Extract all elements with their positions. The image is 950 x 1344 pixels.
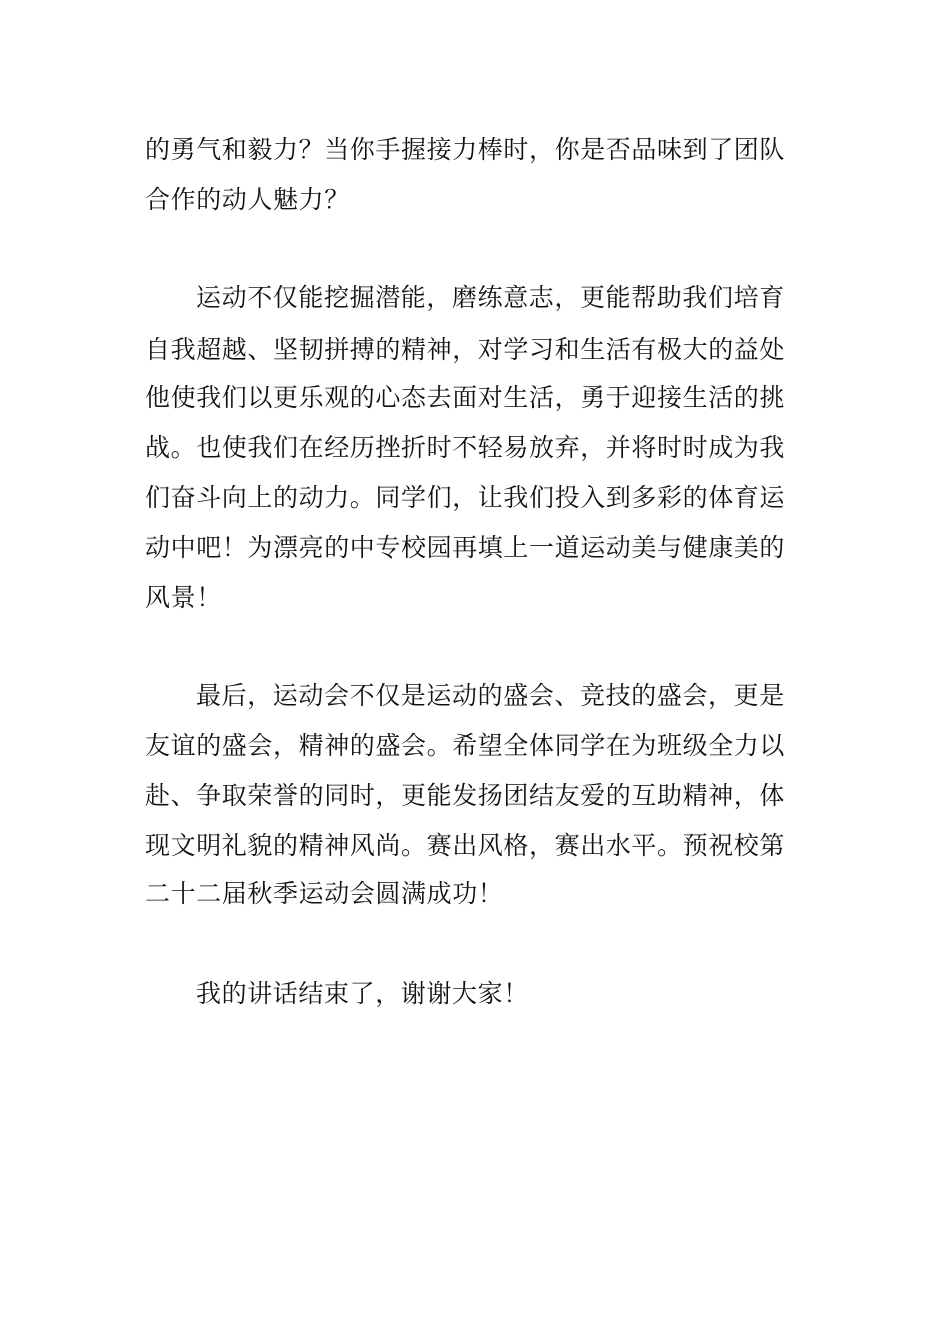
paragraph-2-line-3: 他使我们以更乐观的心态去面对生活，勇于迎接生活的挑 — [145, 383, 786, 412]
paragraph-3-line-5: 二十二届秋季运动会圆满成功！ — [145, 879, 504, 908]
paragraph-1-line-2: 合作的动人魅力？ — [145, 185, 350, 214]
paragraph-2-line-7: 风景！ — [145, 583, 222, 612]
paragraph-2-line-6: 动中吧！为漂亮的中专校园再填上一道运动美与健康美的 — [145, 533, 786, 562]
paragraph-2-line-2: 自我超越、坚韧拼搏的精神，对学习和生活有极大的益处 — [145, 335, 786, 364]
paragraph-2-line-5: 们奋斗向上的动力。同学们，让我们投入到多彩的体育运 — [145, 483, 786, 512]
paragraph-4-line-1: 我的讲话结束了，谢谢大家！ — [196, 979, 529, 1008]
paragraph-3-line-1: 最后，运动会不仅是运动的盛会、竞技的盛会，更是 — [196, 681, 785, 710]
paragraph-1-line-1: 的勇气和毅力？当你手握接力棒时，你是否品味到了团队 — [145, 135, 786, 164]
paragraph-2-line-1: 运动不仅能挖掘潜能，磨练意志，更能帮助我们培育 — [196, 283, 785, 312]
paragraph-3-line-4: 现文明礼貌的精神风尚。赛出风格，赛出水平。预祝校第 — [145, 831, 786, 860]
paragraph-3-line-2: 友谊的盛会，精神的盛会。希望全体同学在为班级全力以 — [145, 731, 786, 760]
paragraph-3-line-3: 赴、争取荣誉的同时，更能发扬团结友爱的互助精神，体 — [145, 781, 786, 810]
paragraph-2-line-4: 战。也使我们在经历挫折时不轻易放弃，并将时时成为我 — [145, 433, 786, 462]
